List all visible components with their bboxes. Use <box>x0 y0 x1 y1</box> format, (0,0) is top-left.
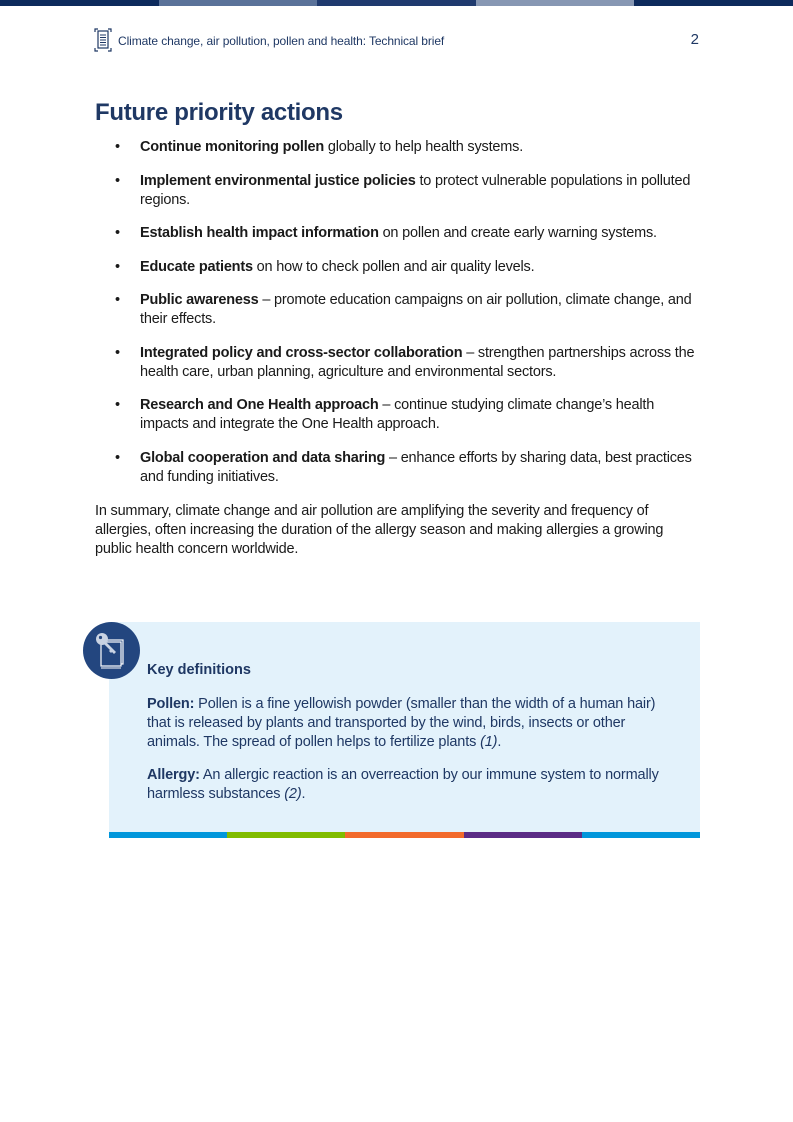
item-lead: Integrated policy and cross-sector collaboration <box>140 344 463 361</box>
document-icon <box>94 28 112 52</box>
item-lead: Research and One Health approach <box>140 397 379 413</box>
top-bar-segment <box>159 0 318 6</box>
bullet: • <box>115 172 120 189</box>
definition-text: Pollen is a fine yellowish powder (smaller than the width of a human hair) that is released by plants and transported by the wind, birds, insects or other animals. The spread of pollen helps to fertilize plants <box>147 696 656 750</box>
reference-citation: (1) <box>480 734 498 750</box>
list-item <box>95 396 695 434</box>
list-item <box>95 224 695 243</box>
bullet: • <box>115 344 120 361</box>
item-lead: Continue monitoring pollen <box>140 139 325 155</box>
document-title: Climate change, air pollution, pollen and health: Technical brief <box>118 34 445 48</box>
stripe-segment <box>227 832 345 838</box>
key-icon <box>83 622 140 679</box>
summary-paragraph: In summary, climate change and air pollution are amplifying the severity and frequency of allergies, often increasing the duration of the allergy season and making allergies a growing public health concern worldwide. <box>95 503 664 557</box>
bullet: • <box>115 225 120 241</box>
item-text: – continue studying climate change’s health impacts and integrate the One Health approach. <box>140 397 655 432</box>
item-lead: Implement environmental justice policies <box>140 172 416 189</box>
stripe-segment <box>345 832 463 838</box>
top-bar-segment <box>317 0 476 6</box>
item-lead: Educate patients <box>140 258 253 275</box>
bullet: • <box>115 292 120 308</box>
definitions-title: Key definitions <box>147 662 251 678</box>
page-number: 2 <box>690 31 699 48</box>
item-text: on how to check pollen and air quality levels. <box>252 258 535 275</box>
stripe-segment <box>582 832 700 838</box>
item-lead: Global cooperation and data sharing <box>140 449 386 466</box>
section-heading: Future priority actions <box>95 99 343 126</box>
bullet: • <box>115 449 120 466</box>
list-item <box>95 291 695 329</box>
list-item <box>95 172 695 210</box>
page-header <box>94 28 699 54</box>
definitions-color-stripe <box>109 832 700 838</box>
bullet: • <box>115 397 120 413</box>
bullet: • <box>115 139 120 155</box>
bullet: • <box>115 258 120 275</box>
item-lead: Establish health impact information <box>140 225 379 241</box>
list-item <box>95 344 695 382</box>
list-item <box>95 258 695 277</box>
item-text: to protect vulnerable populations in polluted regions. <box>140 172 691 208</box>
definition-end: . <box>301 786 306 802</box>
definition-text: An allergic reaction is an overreaction by our immune system to normally harmless substances <box>147 767 659 802</box>
priority-actions-list <box>95 138 695 501</box>
definition-end: . <box>497 734 502 750</box>
item-text: – promote education campaigns on air pollution, climate change, and their effects. <box>140 292 692 327</box>
definition-pollen <box>147 695 677 752</box>
reference-citation: (2) <box>284 786 302 802</box>
stripe-segment <box>109 832 227 838</box>
definition-allergy <box>147 766 677 804</box>
list-item <box>95 138 695 157</box>
top-bar-segment <box>0 0 159 6</box>
top-color-bar <box>0 0 793 6</box>
definition-term: Allergy: <box>147 767 200 783</box>
item-text: on pollen and create early warning systems. <box>378 225 657 241</box>
item-text: – strengthen partnerships across the health care, urban planning, agriculture and environmental sectors. <box>140 344 695 380</box>
item-text: globally to help health systems. <box>324 139 524 155</box>
item-text: – enhance efforts by sharing data, best practices and funding initiatives. <box>140 449 692 485</box>
top-bar-segment <box>476 0 635 6</box>
item-lead: Public awareness <box>140 292 259 308</box>
stripe-segment <box>464 832 582 838</box>
definition-term: Pollen: <box>147 696 195 712</box>
top-bar-segment <box>634 0 793 6</box>
list-item <box>95 449 695 487</box>
